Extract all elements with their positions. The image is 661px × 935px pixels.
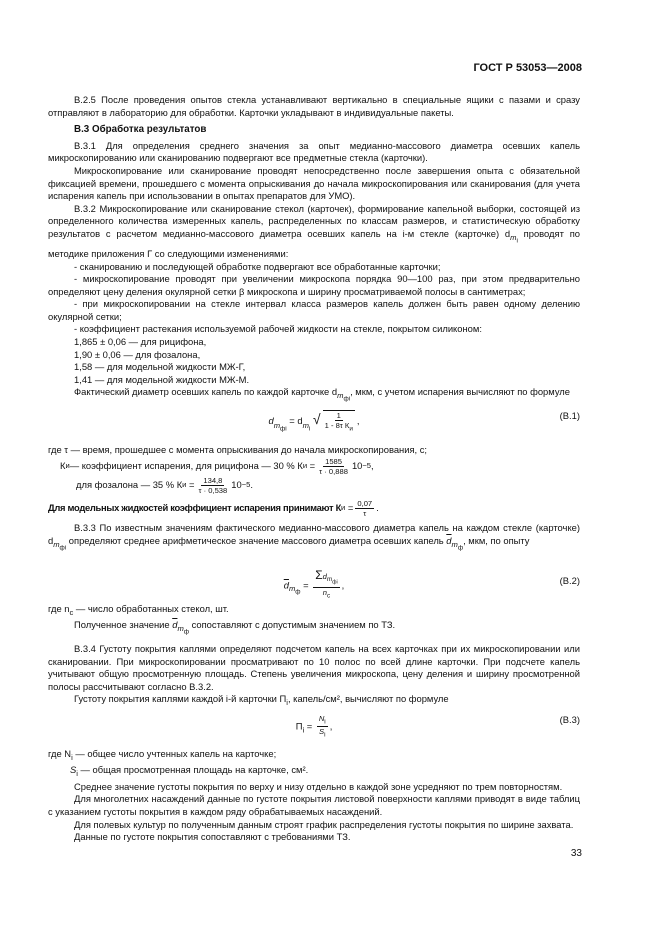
coef-fozalon: 1,90 ± 0,06 — для фозалона, bbox=[74, 348, 201, 360]
paragraph-average: Среднее значение густоты покрытия по верху и низу отдельно в каждой зоне усредняют по трем повторностям. bbox=[74, 780, 563, 792]
document-body bbox=[48, 94, 580, 844]
evap-coef-ricifon: К и — коэффициент испарения, для рицифона — 30 % К и = $\frac{1585}{\tau \cdot 0,888}$ 10 −5 , bbox=[60, 457, 374, 477]
paragraph-b33: В.3.3 По известным значениям фактического медианно-массового диаметра капель на каждом стекле (карточке) $d_{m_{фi}}$ определяют среднее арифметическое значение массового диаметра осевших капель $\overline{d}_{m_ф}$, мкм, по опыту bbox=[48, 522, 580, 552]
list-item: - сканированию и последующей обработке подвергают все обработанные карточки; bbox=[74, 260, 441, 272]
paragraph-compare: Данные по густоте покрытия сопоставляют с требованиями ТЗ. bbox=[74, 831, 351, 843]
list-item: - при микроскопировании на стекле интервал класса размеров капель должен быть равен одному делению окулярной сетки; bbox=[48, 298, 580, 322]
coef-mzh-g: 1,58 — для модельной жидкости МЖ-Г, bbox=[74, 361, 246, 373]
where-si: $S_i$ — общая просмотренная площадь на карточке, см². bbox=[70, 764, 309, 779]
formula-b1: $d_{m_{фi}} = d_{m_i}$ √ $\frac{1}{1 - 8\tau К_и}$ , (В.1) bbox=[268, 410, 580, 433]
where-nc: где $n_c$ — число обработанных стекол, шт. bbox=[48, 602, 229, 617]
paragraph-perennial: Для многолетних насаждений данные по густоте покрытия листовой поверхности каплями приводят в виде таблиц с указанием густоты покрытия в каждом ряду обрабатываемых насаждений. bbox=[48, 793, 580, 818]
paragraph-field-crops: Для полевых культур по полученным данным строят график распределения густоты покрытия по ширине захвата. bbox=[74, 818, 574, 830]
formula-number-b2: (В.2) bbox=[559, 574, 580, 586]
paragraph-fact-diameter: Фактический диаметр осевших капель по каждой карточке $d_{m_{фi}}$, мкм, с учетом испарения вычисляют по формуле bbox=[74, 386, 570, 403]
paragraph-b25: В.2.5 После проведения опытов стекла устанавливают вертикально в специальные ящики с пазами и сразу отправляют в лабораторию для обработки. Карточки укладывают в индивидуальные пакеты. bbox=[48, 94, 580, 118]
section-heading-b3: В.3 Обработка результатов bbox=[74, 124, 207, 136]
standard-header: ГОСТ Р 53053—2008 bbox=[473, 62, 582, 74]
coef-mzh-m: 1,41 — для модельной жидкости МЖ-М. bbox=[74, 373, 250, 385]
page-number: 33 bbox=[570, 848, 582, 859]
coef-ricifon: 1,865 ± 0,06 — для рицифона, bbox=[74, 336, 207, 348]
evap-coef-fozalon: для фозалона — 35 % К и = $\frac{134,8}{\tau \cdot 0,538}$ 10 −5 . bbox=[76, 476, 253, 496]
formula-b3: $П_i$ = $\frac{N_i}{S_i}$ , (В.3) bbox=[295, 713, 580, 739]
paragraph-b34: В.3.4 Густоту покрытия каплями определяют подсчетом капель на всех карточках при их микроскопировании или сканировании. При микроскопировании просматривают по 10 полос по всей длине карточки. При подсчете капель учитывают общую просмотренную площадь. Степень увеличения микроскопа, цену деления и ширину просмотренной полосы рассчитывают согласно В.3.2. bbox=[48, 643, 580, 692]
list-item: - микроскопирование проводят при увеличении микроскопа порядка 90—100 раз, при этом предварительно определяют цену деления окулярной сетки β микроскопа и ширину просматриваемой полосы в сантиметрах; bbox=[48, 273, 580, 297]
paragraph-b31: В.3.1 Для определения среднего значения за опыт медианно-массового диаметра осевших капель микроскопированию или сканированию подвергают все предметные стекла (карточки). bbox=[48, 139, 580, 164]
paragraph-b34b: Густоту покрытия каплями каждой i-й карточки $П_i$, капель/см², вычисляют по формуле bbox=[74, 693, 449, 708]
obtained-value: Полученное значение $\overline{d}_{m_ф}$ сопоставляют с допустимым значением по ТЗ. bbox=[74, 619, 396, 636]
formula-number-b1: (В.1) bbox=[559, 410, 580, 422]
list-item: - коэффициент растекания используемой рабочей жидкости на стекле, покрытом силиконом: bbox=[74, 323, 482, 335]
model-liquids-note: Для модельных жидкостей коэффициент испарения принимают К и = $\frac{0,07}{\tau}$ . bbox=[48, 499, 379, 519]
paragraph-b32: В.3.2 Микроскопирование или сканирование стекол (карточек), формирование капельной выборки, состоящей из определенного количества измеренных капель, распределенных по классам размеров, и статистическую обработку результатов с расчетом медианно-массового диаметра осевших капель на i-м стекле (карточке) $d_{m_i}$ проводят по методике приложения Г со следующими изменениями: bbox=[48, 202, 580, 259]
where-tau: где τ — время, прошедшее с момента опрыскивания до начала микроскопирования, с; bbox=[48, 444, 428, 456]
where-ni: где $N_i$ — общее число учтенных капель на карточке; bbox=[48, 747, 277, 762]
formula-b2: $\overline{d}_{m_ф}$ = $\frac{\Sigma d_{m_{фi}}}{n_c}$ , (В.2) bbox=[283, 567, 580, 600]
formula-number-b3: (В.3) bbox=[559, 713, 580, 725]
paragraph-b31b: Микроскопирование или сканирование проводят непосредственно после завершения опыта с обязательной фиксацией времени, прошедшего с момента опрыскивания до начала микроскопирования или сканирования (для учета испарения капель при использовании в опытах препаратов для УМО). bbox=[48, 164, 580, 202]
